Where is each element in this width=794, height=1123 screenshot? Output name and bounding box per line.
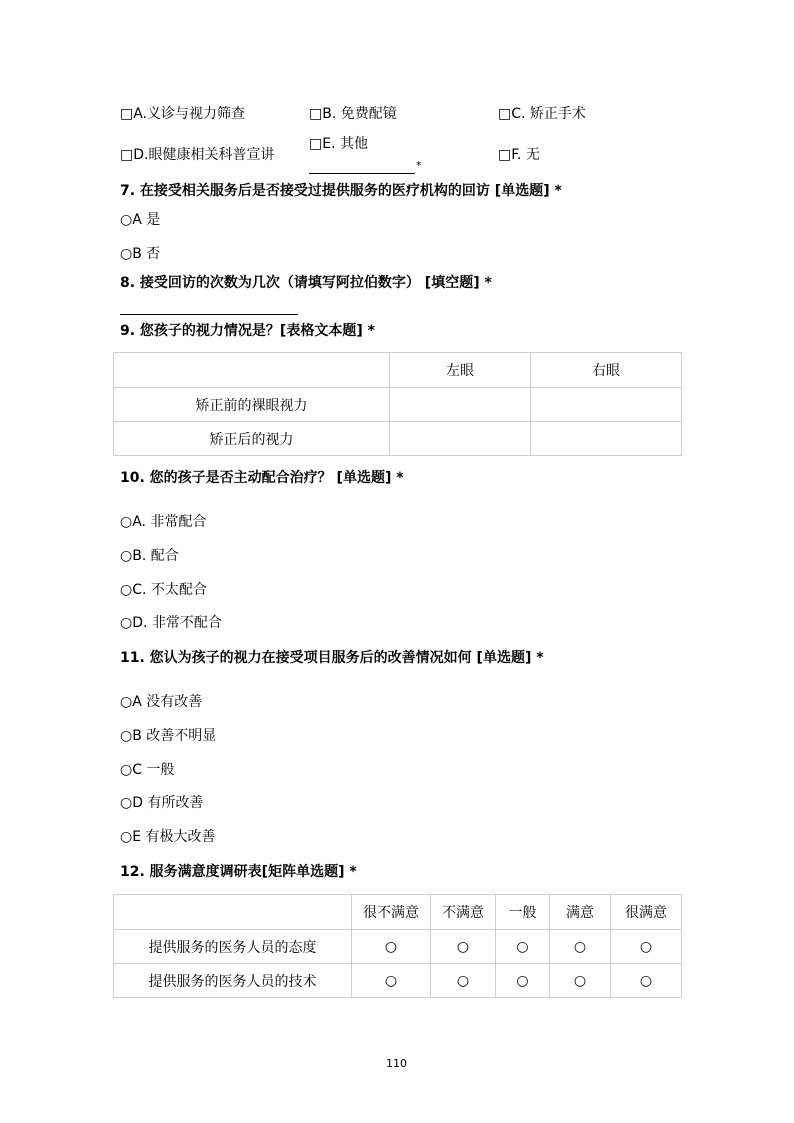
option-q11-d[interactable]: ○D 有所改善 [120, 795, 204, 811]
q9-right-eye-input[interactable] [531, 388, 682, 422]
question-9-title: 9. 您孩子的视力情况是？[表格文本题] * [120, 323, 375, 339]
question-7-title: 7. 在接受相关服务后是否接受过提供服务的医疗机构的回访 [单选题] * [120, 183, 562, 199]
q8-answer-blank[interactable] [120, 314, 298, 315]
option-q10-d[interactable]: ○D. 非常不配合 [120, 615, 222, 631]
q12-header-very-satisfied: 很满意 [611, 895, 682, 930]
option-q6-e[interactable]: □E. 其他 [309, 136, 368, 152]
q12-header-neutral: 一般 [496, 895, 550, 930]
q9-right-eye-input[interactable] [531, 422, 682, 456]
q9-header-left-eye: 左眼 [390, 353, 531, 388]
q12-radio[interactable]: ○ [550, 964, 611, 998]
option-q6-f[interactable]: □F. 无 [498, 147, 540, 163]
q12-radio[interactable]: ○ [431, 930, 496, 964]
question-10-title: 10. 您的孩子是否主动配合治疗？ [单选题] * [120, 470, 404, 486]
question-11-title: 11. 您认为孩子的视力在接受项目服务后的改善情况如何 [单选题] * [120, 650, 544, 666]
option-q10-c[interactable]: ○C. 不太配合 [120, 582, 207, 598]
option-q10-b[interactable]: ○B. 配合 [120, 548, 179, 564]
q12-radio[interactable]: ○ [431, 964, 496, 998]
option-q11-e[interactable]: ○E 有极大改善 [120, 829, 216, 845]
q12-radio[interactable]: ○ [496, 930, 550, 964]
option-q11-c[interactable]: ○C 一般 [120, 762, 175, 778]
question-12-title: 12. 服务满意度调研表[矩阵单选题] * [120, 864, 357, 880]
option-q6-a[interactable]: □A.义诊与视力筛查 [120, 106, 246, 122]
q9-row-label: 矫正后的视力 [114, 422, 390, 456]
option-q11-a[interactable]: ○A 没有改善 [120, 694, 203, 710]
q12-radio[interactable]: ○ [352, 964, 431, 998]
q9-vision-table [113, 352, 682, 456]
q12-header-satisfied: 满意 [550, 895, 611, 930]
option-q11-b[interactable]: ○B 改善不明显 [120, 728, 217, 744]
page-number: 110 [386, 1057, 407, 1070]
q12-satisfaction-matrix [113, 894, 682, 998]
option-q6-b[interactable]: □B. 免费配镜 [309, 106, 397, 122]
option-q7-b[interactable]: ○B 否 [120, 246, 161, 262]
option-q10-a[interactable]: ○A. 非常配合 [120, 514, 207, 530]
option-q6-d[interactable]: □D.眼健康相关科普宣讲 [120, 147, 275, 163]
q12-radio[interactable]: ○ [352, 930, 431, 964]
option-q6-c[interactable]: □C. 矫正手术 [498, 106, 586, 122]
q12-radio[interactable]: ○ [550, 930, 611, 964]
q12-header-blank [114, 895, 352, 930]
q12-header-very-dissatisfied: 很不满意 [352, 895, 431, 930]
q6-other-required-mark: * [416, 159, 422, 172]
q12-radio[interactable]: ○ [611, 930, 682, 964]
question-8-title: 8. 接受回访的次数为几次（请填写阿拉伯数字） [填空题] * [120, 275, 492, 291]
q9-left-eye-input[interactable] [390, 388, 531, 422]
q9-left-eye-input[interactable] [390, 422, 531, 456]
q12-radio[interactable]: ○ [496, 964, 550, 998]
q9-row-label: 矫正前的裸眼视力 [114, 388, 390, 422]
q9-header-right-eye: 右眼 [531, 353, 682, 388]
q12-radio[interactable]: ○ [611, 964, 682, 998]
q12-header-dissatisfied: 不满意 [431, 895, 496, 930]
option-q7-a[interactable]: ○A 是 [120, 212, 161, 228]
q12-row-label: 提供服务的医务人员的态度 [114, 930, 352, 964]
q12-row-label: 提供服务的医务人员的技术 [114, 964, 352, 998]
q9-header-blank [114, 353, 390, 388]
q6-other-blank[interactable] [309, 173, 415, 174]
